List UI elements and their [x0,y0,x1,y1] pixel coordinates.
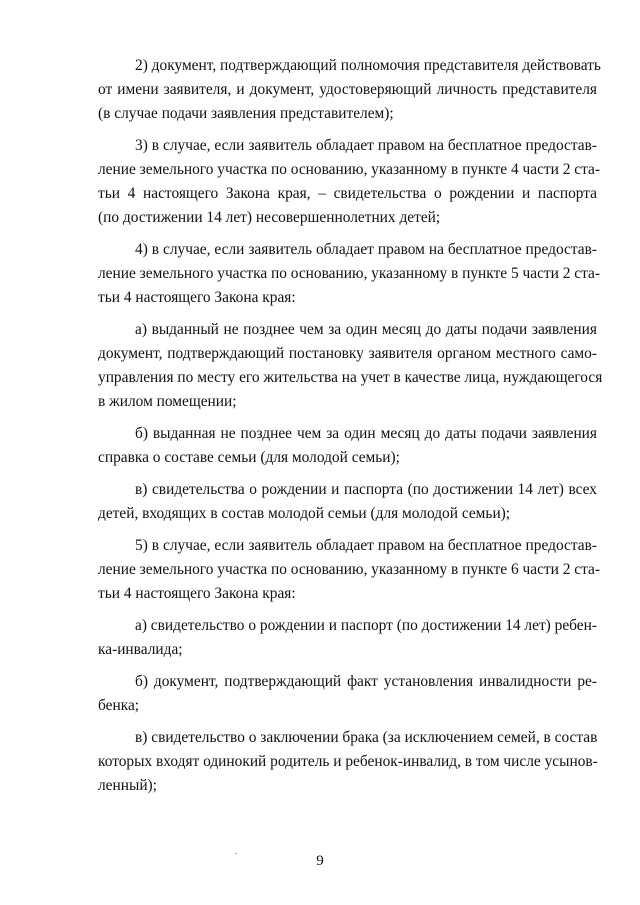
text-line: документ, подтверждающий постановку заявителя органом местного само- [98,345,597,362]
text-line: в) свидетельства о рождении и паспорта (по достижении 14 лет) всех [135,481,597,498]
document-body [98,54,603,806]
subparagraph-5a-child-birth-certificate [98,614,597,662]
subparagraph-4c-birth-certificates [98,478,597,526]
text-line: от имени заявителя, и документ, удостоверяющий личность представителя [98,81,597,98]
text-line: ление земельного участка по основанию, указанному в пункте 4 части 2 ста- [98,161,600,178]
paragraph-4-young-family [98,238,600,310]
text-line: ление земельного участка по основанию, указанному в пункте 5 части 2 ста- [98,265,600,282]
text-line: которых входят одинокий родитель и ребенок-инвалид, в том числе усынов- [98,753,598,770]
subparagraph-5b-disability-document [98,670,597,718]
paragraph-2-representative-docs [98,54,601,126]
text-line: тьи 4 настоящего Закона края: [98,289,296,306]
text-line: ка-инвалида; [98,641,183,658]
text-line: 3) в случае, если заявитель обладает правом на бесплатное предостав- [135,137,597,154]
text-line: тьи 4 настоящего Закона края, – свидетельства о рождении и паспорта [98,185,597,202]
text-line: а) выданный не позднее чем за один месяц до даты подачи заявления [135,321,597,338]
text-line: бенка; [98,697,140,714]
text-line: 5) в случае, если заявитель обладает правом на бесплатное предостав- [135,537,597,554]
subparagraph-4a-housing-registration [98,318,603,414]
text-line: б) документ, подтверждающий факт установления инвалидности ре- [135,673,597,690]
text-line: 4) в случае, если заявитель обладает правом на бесплатное предостав- [135,241,597,258]
text-line: ленный); [98,777,157,794]
text-line: а) свидетельство о рождении и паспорт (по достижении 14 лет) ребен- [135,617,597,634]
text-line: 2) документ, подтверждающий полномочия представителя действовать [135,57,601,74]
subparagraph-5c-marriage-certificate [98,726,597,798]
text-line: б) выданная не позднее чем за один месяц до даты подачи заявления [135,425,597,442]
text-line: в жилом помещении; [98,393,237,410]
text-line: ление земельного участка по основанию, указанному в пункте 6 части 2 ста- [98,561,600,578]
text-line: (по достижении 14 лет) несовершеннолетних детей; [98,209,441,226]
text-line: управления по месту его жительства на учет в качестве лица, нуждающегося [98,369,603,386]
paragraph-3-children-docs [98,134,600,230]
subparagraph-4b-family-certificate [98,422,597,470]
text-line: тьи 4 настоящего Закона края: [98,585,296,602]
paragraph-5-disabled-child [98,534,600,606]
text-line: в) свидетельство о заключении брака (за исключением семей, в состав [135,729,598,746]
text-line: (в случае подачи заявления представителем); [98,105,394,122]
page-number: 9 [316,853,324,869]
text-line: справка о составе семьи (для молодой семьи); [98,449,400,466]
text-line: детей, входящих в состав молодой семьи (для молодой семьи); [98,505,511,522]
